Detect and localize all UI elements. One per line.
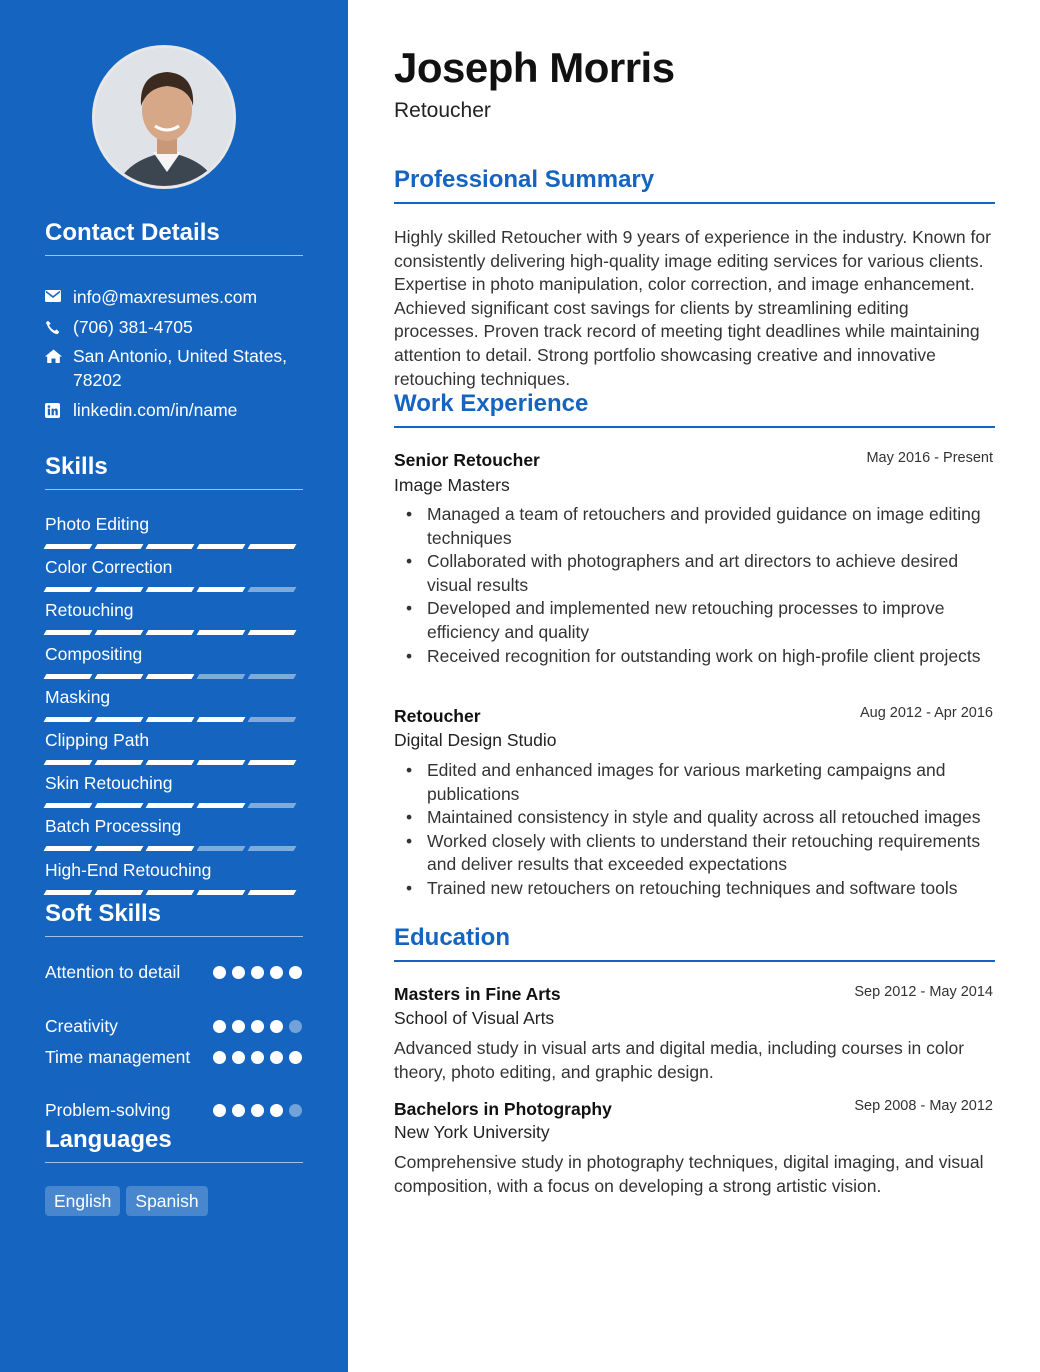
skill-level-segment (197, 760, 246, 765)
skill-level-segment (44, 846, 93, 851)
soft-skill-name: Time management (45, 1047, 191, 1067)
skill-item (45, 599, 303, 635)
skill-level-bars (45, 890, 303, 895)
skill-level-segment (146, 890, 195, 895)
list-item: • Received recognition for outstanding work on high-profile client projects (394, 645, 994, 669)
skill-level-segment (95, 587, 144, 592)
soft-skill-name: Attention to detail (45, 962, 181, 982)
skill-level-bars (45, 717, 303, 722)
language-tag: Spanish (126, 1186, 207, 1216)
skill-level-bars (45, 544, 303, 549)
experience-section-title: Work Experience (394, 390, 995, 428)
skill-level-segment (95, 630, 144, 635)
list-item: • Developed and implemented new retouching processes to improve efficiency and quality (394, 597, 994, 644)
list-item: • Worked closely with clients to understand their retouching requirements and deliver results that exceeded expectations (394, 830, 994, 877)
skill-level-segment (44, 803, 93, 808)
skill-level-segment (146, 630, 195, 635)
skill-item (45, 772, 303, 808)
candidate-role: Retoucher (394, 99, 491, 122)
phone-icon (45, 315, 73, 339)
skill-level-bars (45, 760, 303, 765)
job-bullets (394, 759, 994, 901)
sidebar (0, 0, 348, 1372)
rating-dot (251, 966, 264, 979)
skill-level-segment (95, 846, 144, 851)
skill-level-segment (95, 890, 144, 895)
contact-email[interactable] (45, 285, 305, 309)
rating-dot (213, 1104, 226, 1117)
degree-dates: Sep 2012 - May 2014 (854, 984, 993, 1000)
skill-level-segment (146, 674, 195, 679)
rating-dot (270, 1104, 283, 1117)
skill-level-segment (248, 846, 297, 851)
contact-phone-text[interactable]: (706) 381-4705 (73, 317, 193, 337)
skill-level-segment (44, 544, 93, 549)
rating-dot (289, 1104, 302, 1117)
skill-level-segment (146, 587, 195, 592)
soft-skill-rating (213, 1045, 303, 1069)
skill-level-segment (197, 717, 246, 722)
skill-level-bars (45, 674, 303, 679)
rating-dot (289, 966, 302, 979)
rating-dot (213, 1051, 226, 1064)
language-tag: English (45, 1186, 120, 1216)
skill-level-segment (248, 674, 297, 679)
languages-section-title: Languages (45, 1126, 303, 1163)
degree-description: Comprehensive study in photography techniques, digital imaging, and visual composition, with a focus on developing a strong artistic vision. (394, 1152, 984, 1196)
skill-item (45, 556, 303, 592)
skill-level-segment (44, 674, 93, 679)
contact-linkedin-text[interactable]: linkedin.com/in/name (73, 400, 238, 420)
degree-description: Advanced study in visual arts and digital media, including courses in color theory, photo editing, and graphic design. (394, 1038, 965, 1082)
contact-linkedin[interactable] (45, 398, 305, 422)
soft-skill-item (45, 1045, 303, 1069)
skill-level-segment (248, 803, 297, 808)
rating-dot (232, 1104, 245, 1117)
skill-level-segment (44, 890, 93, 895)
skill-level-segment (248, 544, 297, 549)
skill-level-segment (146, 544, 195, 549)
home-icon (45, 344, 73, 392)
skill-item (45, 815, 303, 851)
skill-level-segment (197, 846, 246, 851)
rating-dot (232, 966, 245, 979)
rating-dot (251, 1104, 264, 1117)
job-bullets (394, 503, 994, 668)
soft-skill-item (45, 1098, 303, 1122)
rating-dot (289, 1051, 302, 1064)
soft-skill-rating (213, 960, 303, 984)
soft-skill-item (45, 960, 303, 984)
envelope-icon (45, 285, 73, 309)
soft-skill-name: Problem-solving (45, 1100, 171, 1120)
skill-level-segment (146, 803, 195, 808)
skill-level-segment (248, 630, 297, 635)
skill-item (45, 729, 303, 765)
soft-skills-section-title: Soft Skills (45, 900, 303, 937)
skill-level-segment (197, 890, 246, 895)
soft-skill-rating (213, 1014, 303, 1038)
languages-list (45, 1186, 208, 1216)
skill-level-segment (197, 630, 246, 635)
candidate-name: Joseph Morris (394, 44, 675, 91)
avatar-portrait-icon (95, 48, 236, 189)
list-item: • Edited and enhanced images for various marketing campaigns and publications (394, 759, 994, 806)
skill-level-bars (45, 803, 303, 808)
rating-dot (270, 966, 283, 979)
skill-level-segment (95, 674, 144, 679)
skill-level-segment (44, 717, 93, 722)
summary-section-title: Professional Summary (394, 166, 995, 204)
rating-dot (251, 1051, 264, 1064)
skill-level-segment (95, 544, 144, 549)
skill-level-bars (45, 587, 303, 592)
skill-level-segment (44, 587, 93, 592)
skill-level-segment (197, 587, 246, 592)
skill-item (45, 513, 303, 549)
skill-name: Compositing (45, 644, 143, 664)
rating-dot (213, 1020, 226, 1033)
soft-skill-rating (213, 1098, 303, 1122)
rating-dot (270, 1051, 283, 1064)
skill-level-segment (146, 717, 195, 722)
list-item: • Maintained consistency in style and quality across all retouched images (394, 806, 994, 830)
summary-text: Highly skilled Retoucher with 9 years of experience in the industry. Known for consistently delivering high-quality image editing services for various clients. Expertise in photo manipulation, color correction, and image enhancement. Achieved significant cost savings for clients by streamlining editing processes. Proven track record of meeting tight deadlines while maintaining attention to detail. Strong portfolio showcasing creative and innovative retouching techniques. (394, 227, 991, 389)
list-item: • Collaborated with photographers and art directors to achieve desired visual results (394, 550, 994, 597)
rating-dot (232, 1051, 245, 1064)
job-title: Senior Retoucher (394, 450, 540, 470)
soft-skill-name: Creativity (45, 1016, 118, 1036)
skill-item (45, 859, 303, 895)
skill-name: High-End Retouching (45, 860, 212, 880)
skill-item (45, 686, 303, 722)
skill-level-segment (146, 846, 195, 851)
skill-level-segment (248, 760, 297, 765)
skill-level-segment (197, 803, 246, 808)
education-section-title: Education (394, 924, 995, 962)
skill-level-bars (45, 846, 303, 851)
list-item: • Managed a team of retouchers and provided guidance on image editing techniques (394, 503, 994, 550)
skill-name: Skin Retouching (45, 773, 173, 793)
degree-title: Bachelors in Photography (394, 1099, 612, 1119)
skill-level-segment (146, 760, 195, 765)
skills-section-title: Skills (45, 453, 303, 490)
skill-level-bars (45, 630, 303, 635)
job-dates: Aug 2012 - Apr 2016 (859, 705, 993, 721)
skill-level-segment (44, 630, 93, 635)
skill-level-segment (95, 760, 144, 765)
job-dates: May 2016 - Present (866, 450, 993, 466)
rating-dot (213, 966, 226, 979)
skill-name: Retouching (45, 600, 134, 620)
skill-level-segment (248, 717, 297, 722)
skill-level-segment (197, 674, 246, 679)
job-title: Retoucher (394, 706, 481, 726)
job-company: Digital Design Studio (394, 730, 557, 750)
skill-level-segment (197, 544, 246, 549)
school-name: School of Visual Arts (394, 1008, 555, 1028)
job-company: Image Masters (394, 475, 510, 495)
rating-dot (289, 1020, 302, 1033)
skill-name: Masking (45, 687, 111, 707)
contact-section-title: Contact Details (45, 219, 303, 256)
degree-dates: Sep 2008 - May 2012 (854, 1098, 993, 1114)
skill-level-segment (248, 890, 297, 895)
rating-dot (270, 1020, 283, 1033)
skill-level-segment (95, 803, 144, 808)
soft-skill-item (45, 1014, 303, 1038)
skill-item (45, 643, 303, 679)
skill-name: Batch Processing (45, 816, 182, 836)
contact-address (45, 344, 305, 392)
degree-title: Masters in Fine Arts (394, 984, 561, 1004)
contact-phone[interactable] (45, 315, 305, 339)
profile-photo (92, 45, 236, 189)
skill-level-segment (248, 587, 297, 592)
contact-email-text[interactable]: info@maxresumes.com (73, 287, 258, 307)
skill-name: Clipping Path (45, 730, 150, 750)
school-name: New York University (394, 1122, 550, 1142)
skill-name: Color Correction (45, 557, 173, 577)
skill-level-segment (95, 717, 144, 722)
rating-dot (251, 1020, 264, 1033)
skill-level-segment (44, 760, 93, 765)
skill-name: Photo Editing (45, 514, 150, 534)
rating-dot (232, 1020, 245, 1033)
list-item: • Trained new retouchers on retouching techniques and software tools (394, 877, 994, 901)
contact-address-text: San Antonio, United States, 78202 (73, 346, 288, 390)
linkedin-icon (45, 398, 73, 422)
